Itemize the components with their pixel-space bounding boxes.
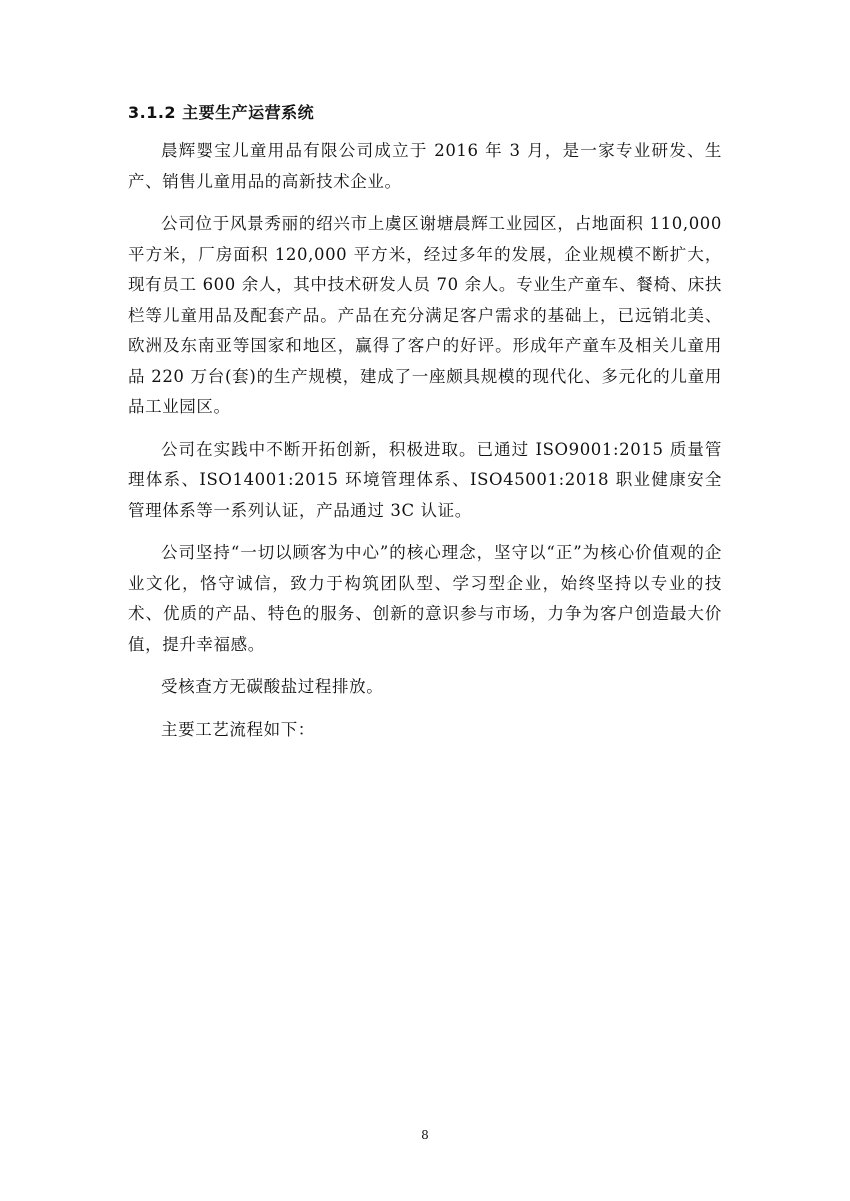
paragraph-company-intro: 晨辉婴宝儿童用品有限公司成立于 2016 年 3 月，是一家专业研发、生产、销售儿童用品的高新技术企业。 bbox=[128, 141, 722, 191]
paragraph-location-scale: 公司位于风景秀丽的绍兴市上虞区谢塘晨辉工业园区，占地面积 110,000 平方米，厂房面积 120,000 平方米，经过多年的发展，企业规模不断扩大，现有员工 600 余人，其中技术研发人员 70 余人。专业生产童车、餐椅、床扶栏等儿童用品及配套产品。产品在充分满足客户需求的基础上，已远销北美、欧洲及东南亚等国家和地区，赢得了客户的好评。形成年产童车及相关儿童用品 220 万台(套)的生产规模，建成了一座颇具规模的现代化、多元化的儿童用品工业园区。 bbox=[128, 214, 722, 416]
page-number: 8 bbox=[421, 1128, 429, 1142]
page-content bbox=[128, 98, 722, 757]
paragraph-certifications: 公司在实践中不断开拓创新，积极进取。已通过 ISO9001:2015 质量管理体系、ISO14001:2015 环境管理体系、ISO45001:2018 职业健康安全管理体系等一系列认证，产品通过 3C 认证。 bbox=[128, 439, 722, 520]
paragraph-corporate-culture: 公司坚持“一切以顾客为中心”的核心理念，坚守以“正”为核心价值观的企业文化，恪守诚信，致力于构筑团队型、学习型企业，始终坚持以专业的技术、优质的产品、特色的服务、创新的意识参与市场，力争为客户创造最大价值，提升幸福感。 bbox=[128, 543, 722, 654]
paragraph-carbonate-emissions: 受核查方无碳酸盐过程排放。 bbox=[161, 677, 384, 696]
paragraph-process-flow-intro: 主要工艺流程如下： bbox=[161, 719, 315, 739]
section-heading: 3.1.2 主要生产运营系统 bbox=[128, 103, 315, 122]
